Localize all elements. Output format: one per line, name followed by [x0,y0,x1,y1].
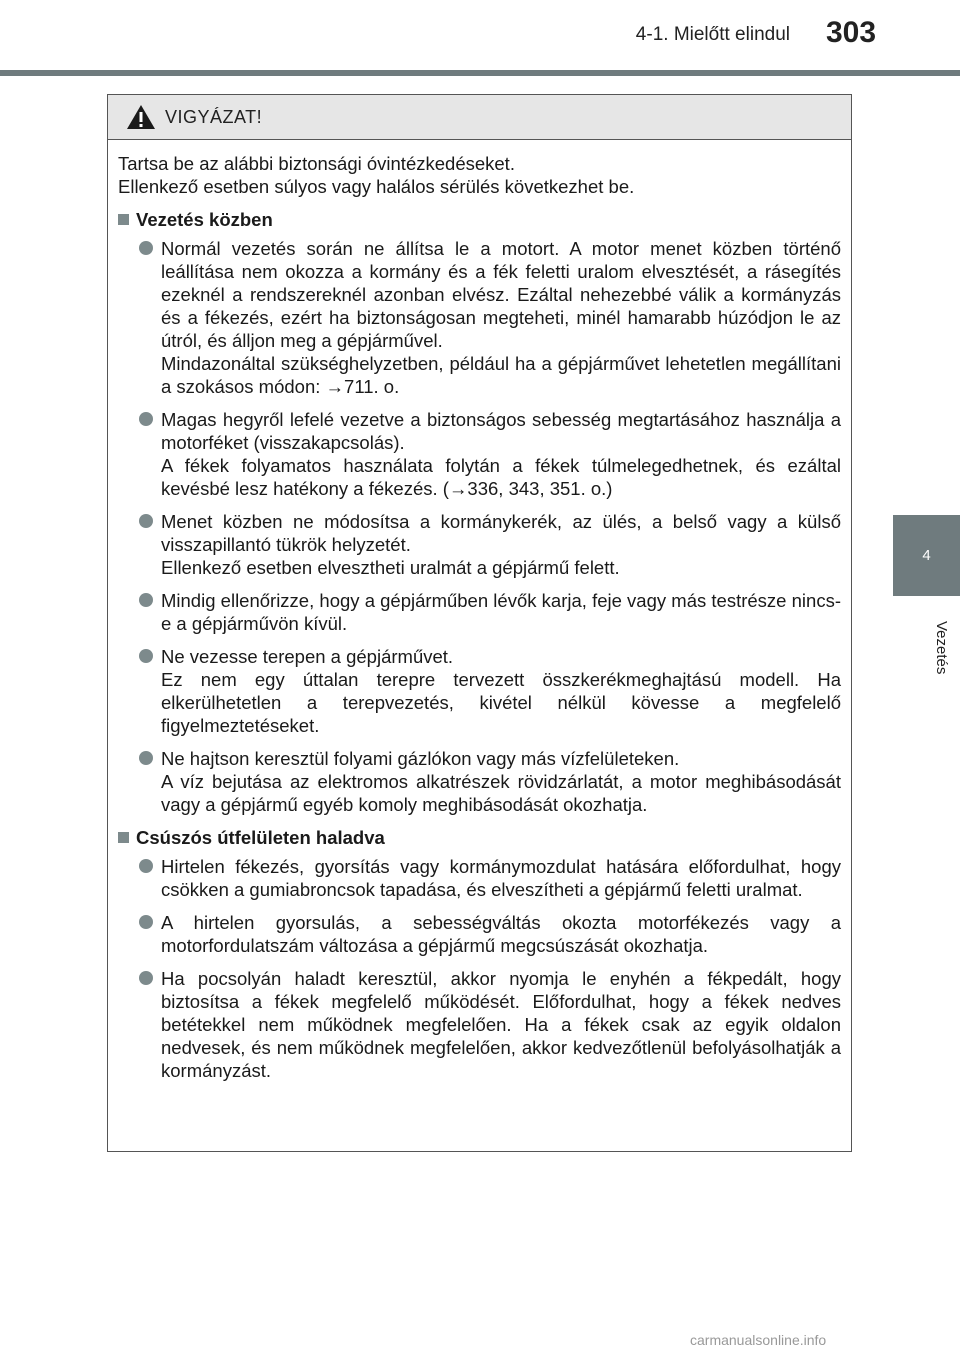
bullet-dot-icon [139,649,153,663]
item-text: Menet közben ne módosítsa a kormánykerék, az ülés, a belső vagy a külső visszapillantó tükrök helyzetét. [161,511,841,555]
item-text: Hirtelen fékezés, gyorsítás vagy kormánymozdulat hatására előfordulhat, hogy csökken a gumiabroncsok tapadása, és elveszítheti a gépjármű feletti uralmat. [161,856,841,900]
item-text: Mindazonáltal szükséghelyzetben, például ha a gépjárművet lehetetlen megállítani a szokásos módon: →711. o. [161,353,841,397]
bullet-dot-icon [139,593,153,607]
watermark: carmanualsonline.info [690,1332,827,1348]
list-item [118,510,841,579]
item-text: A fékek folyamatos használata folytán a fékek túlmelegedhetnek, és ezáltal kevésbé lesz hatékony a fékezés. (→336, 343, 351. o.) [161,455,841,499]
bullet-dot-icon [139,915,153,929]
chapter-number: 4 [922,547,931,564]
section-heading-text: Csúszós útfelületen haladva [136,827,385,848]
square-bullet-icon [118,214,129,225]
item-text: Ha pocsolyán haladt keresztül, akkor nyomja le enyhén a fékpedált, hogy biztosítsa a fékek megfelelő működését. Előfordulhat, hogy a fékek nedves betétekkel nem működnek megfelelően. Ha a fékek csak az egyik oldalon nedvesek, és nem működnek megfelelően, akkor kedvezőtlenül befolyásolhatják a kormányzást. [161,968,841,1081]
item-text: Magas hegyről lefelé vezetve a biztonságos sebesség megtartásához használja a motorféket (visszakapcsolás). [161,409,841,453]
item-text: A víz bejutása az elektromos alkatrészek rövidzárlatát, a motor meghibásodását vagy a gépjármű egyéb komoly meghibásodását okozhatja. [161,771,841,815]
section-title: 4-1. Mielőtt elindul [635,24,790,45]
bullet-dot-icon [139,514,153,528]
item-text: Mindig ellenőrizze, hogy a gépjárműben lévők karja, feje vagy más testrésze nincs-e a gépjárművön kívül. [161,590,841,634]
list-item [118,747,841,816]
caution-title: VIGYÁZAT! [165,106,263,127]
item-text: Ellenkező esetben elvesztheti uralmát a gépjármű felett. [161,557,620,578]
bullet-dot-icon [139,412,153,426]
item-text: Ne hajtson keresztül folyami gázlókon vagy más vízfelületeken. [161,748,680,769]
section-heading [118,826,841,849]
intro-line: Tartsa be az alábbi biztonsági óvintézkedéseket. [118,153,515,174]
caution-body [108,140,851,1082]
bullet-dot-icon [139,241,153,255]
item-text: Ez nem egy úttalan terepre tervezett összkerékmeghajtású modell. Ha elkerülhetetlen a terepvezetés, kivétel nélkül kövesse a megfelelő figyelmeztetéseket. [161,669,841,736]
list-item [118,855,841,901]
list-item [118,645,841,737]
section-heading [118,208,841,231]
bullet-dot-icon [139,971,153,985]
caution-header [108,95,851,140]
caution-box [107,94,852,1152]
list-item [118,408,841,500]
item-text: Normál vezetés során ne állítsa le a motort. A motor menet közben történő leállítása nem okozza a kormány és a fék feletti uralom elvesztését, a rásegítés ezeknél a rendszereknél azonban elvész. Ezáltal nehezebbé válik a kormányzás és a fékezés, ezért ha biztonságosan megteheti, minél hamarabb húzódjon le az útról, és álljon meg a gépjárművel. [161,238,841,351]
section-heading-text: Vezetés közben [136,209,273,230]
list-item [118,237,841,398]
intro-line: Ellenkező esetben súlyos vagy halálos sérülés következhet be. [118,176,635,197]
warning-triangle-icon [126,104,156,130]
item-text: Ne vezesse terepen a gépjárművet. [161,646,454,667]
page-number: 303 [826,16,877,49]
list-item [118,911,841,957]
list-item [118,589,841,635]
bullet-dot-icon [139,751,153,765]
list-item [118,967,841,1082]
bullet-dot-icon [139,859,153,873]
chapter-label: Vezetés [933,621,950,675]
chapter-tab [893,515,960,596]
caution-intro [118,152,841,198]
item-text: A hirtelen gyorsulás, a sebességváltás okozta motorfékezés vagy a motorfordulatszám változása a gépjármű megcsúszását okozhatja. [161,912,841,956]
header-rule [0,70,960,76]
square-bullet-icon [118,832,129,843]
